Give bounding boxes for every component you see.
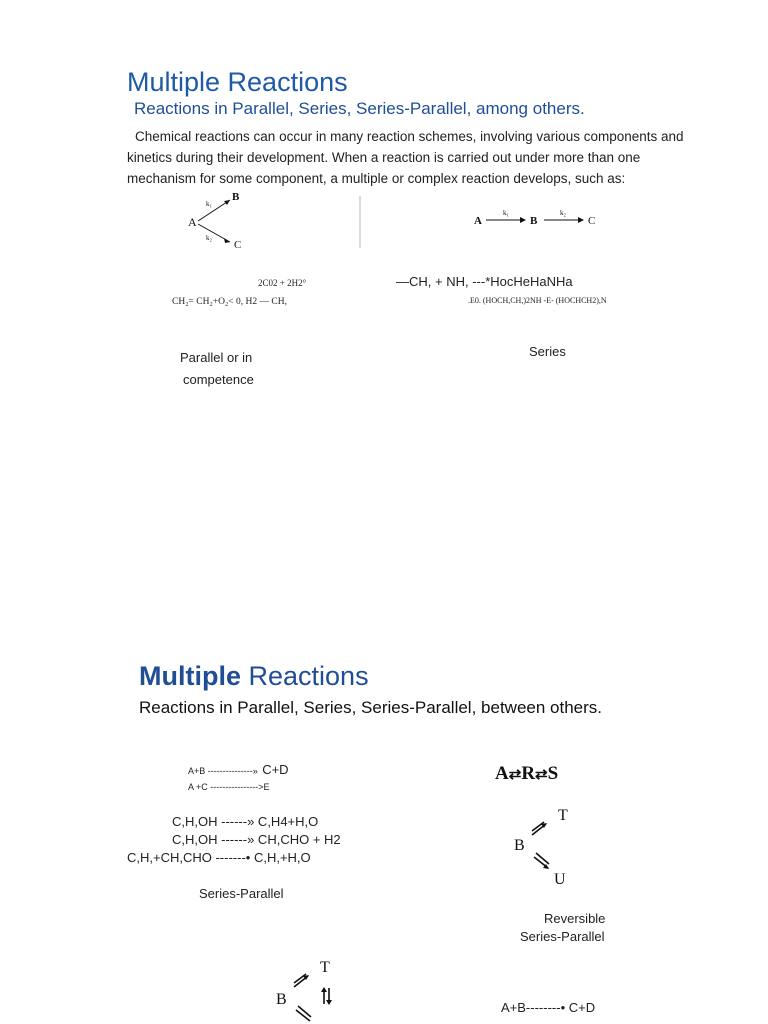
rev-arrows-down <box>534 853 549 869</box>
eq-line-1: C,H,OH ------» C,H4+H,O <box>172 814 319 829</box>
series-c: C <box>588 215 596 227</box>
rev-a: A <box>495 763 509 784</box>
eq-ab-row <box>188 761 289 779</box>
parallel-arrowhead-bottom <box>224 238 230 243</box>
label-reversible-line1: Reversible <box>544 911 606 926</box>
slide1-title: Multiple Reactions <box>127 67 348 97</box>
eq-parallel-top: 2C02 + 2H2° <box>258 278 307 288</box>
eq-ab: A+B ---------------» <box>188 766 258 776</box>
eq-bottom: A+B--------• C+D <box>501 1000 596 1015</box>
eq-series-bottom: .E0. (HOCH,CH,)2NH -E- (HOCHCH2),N <box>468 296 607 305</box>
parallel-reaction-diagram <box>180 188 260 252</box>
series-b: B <box>530 215 538 227</box>
slide2-subtitle: Reactions in Parallel, Series, Series-Parallel, between others. <box>139 698 603 717</box>
series-k2: k₂ <box>560 209 566 217</box>
slide1-paragraph <box>127 126 727 189</box>
rev-diagram-t: T <box>558 807 568 824</box>
label-reversible-line2: Series-Parallel <box>520 929 605 944</box>
bottom-arrows-down <box>296 1006 311 1021</box>
series-k1: k₁ <box>503 209 509 217</box>
eq-line-3: C,H,+CH,CHO -------• C,H,+H,O <box>127 850 311 865</box>
rev-arrow-1: ⇄ <box>508 767 522 783</box>
slide2-title <box>139 661 369 692</box>
eq-series-top: —CH, + NH, ---*HocHeHaNHa <box>396 274 573 289</box>
reversible-parallel-diagram <box>510 804 580 888</box>
bottom-arrows-up <box>294 974 309 987</box>
slide1-subtitle: Reactions in Parallel, Series, Series-Parallel, among others. <box>134 99 585 118</box>
slide2-title-rest: Reactions <box>241 661 369 691</box>
parallel-k-bottom: k₂ <box>206 234 212 242</box>
series-a: A <box>474 215 482 227</box>
eq-ab-result: C+D <box>262 762 289 777</box>
rev-s: S <box>547 763 559 784</box>
slide2-title-bold: Multiple <box>139 661 241 691</box>
parallel-k-top: k₁ <box>206 200 212 208</box>
rev-r: R <box>521 763 536 784</box>
bottom-reversible-diagram <box>272 954 342 1024</box>
eq-parallel-bottom: CH₂= CH₂+O₂< 0, H2 — CH, <box>172 297 287 307</box>
parallel-product-b: B <box>232 191 240 203</box>
label-series: Series <box>529 344 566 359</box>
rev-arrows-up <box>532 822 547 835</box>
eq-line-2: C,H,OH ------» CH,CHO + H2 <box>172 832 341 847</box>
label-series-parallel: Series-Parallel <box>199 886 284 901</box>
bottom-arrows-vertical <box>321 987 332 1005</box>
paragraph-line-1: Chemical reactions can occur in many reaction schemes, involving various components and <box>135 129 684 144</box>
divider-line <box>359 196 361 248</box>
eq-ac: A +C ---------------->E <box>188 782 270 792</box>
parallel-arrowhead-top <box>224 200 230 205</box>
bottom-diagram-t: T <box>320 959 330 976</box>
parallel-reactant-a: A <box>188 215 197 229</box>
parallel-arrow-top <box>198 200 230 221</box>
label-parallel-line1: Parallel or in <box>180 350 253 365</box>
paragraph-line-3: mechanism for some component, a multiple or complex reaction develops, such as: <box>127 171 626 186</box>
series-arrowhead-1 <box>520 217 526 223</box>
label-parallel-line2: competence <box>183 372 254 387</box>
bottom-diagram-b: B <box>276 991 287 1008</box>
series-arrowhead-2 <box>578 217 584 223</box>
rev-diagram-b: B <box>514 837 525 854</box>
parallel-product-c: C <box>234 239 242 251</box>
reversible-series-equation <box>495 763 558 785</box>
paragraph-line-2: kinetics during their development. When a reaction is carried out under more than one <box>127 150 641 165</box>
series-reaction-diagram <box>470 205 600 229</box>
rev-diagram-u: U <box>554 871 566 888</box>
rev-arrow-2: ⇄ <box>535 767 548 783</box>
